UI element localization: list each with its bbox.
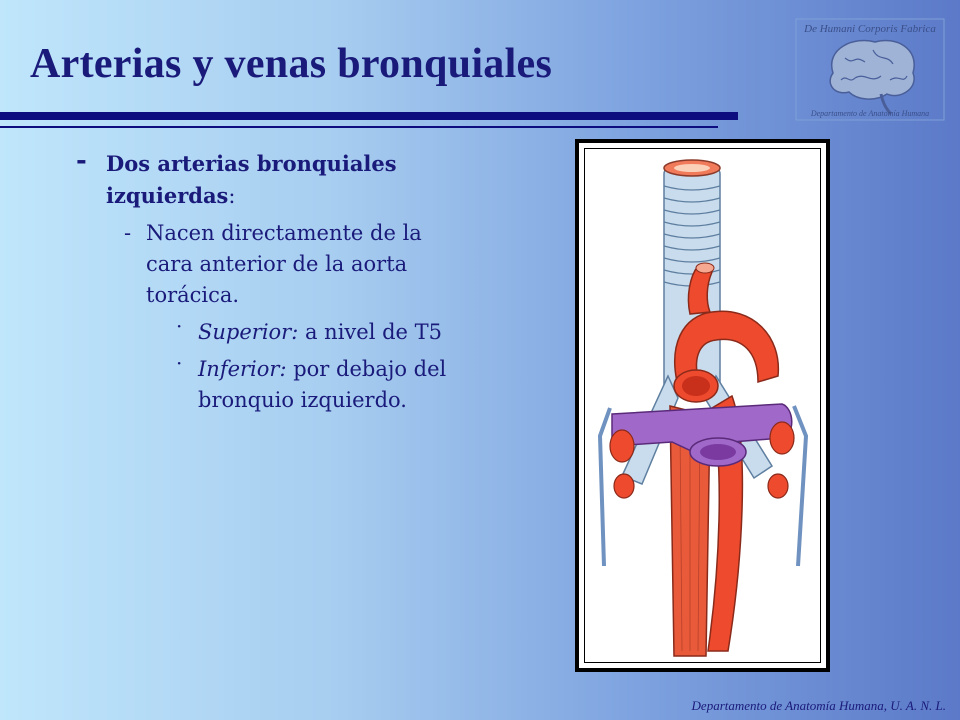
bullet-level3-inferior xyxy=(72,351,462,416)
anatomy-figure xyxy=(579,143,826,668)
bullet-level3-superior xyxy=(72,314,462,348)
title-underline-thick xyxy=(0,112,738,120)
bullet-marker: · xyxy=(176,314,183,338)
bullet-marker: · xyxy=(176,351,183,375)
bronchial-vessels-illustration xyxy=(582,146,823,665)
bullet-level3-label: Superior: xyxy=(198,320,299,344)
bullet-list xyxy=(72,148,462,416)
bullet-level2 xyxy=(72,218,462,311)
bullet-marker: - xyxy=(124,221,132,245)
bullet-level1-bold: Dos arterias bronquiales izquierdas xyxy=(106,151,397,208)
svg-text:Departamento de Anatomía Human: Departamento de Anatomía Humana xyxy=(810,109,930,118)
bullet-level3-text: a nivel de T5 xyxy=(298,320,443,344)
anatomy-figure-frame xyxy=(575,139,830,672)
bullet-level2-text: Nacen directamente de la cara anterior de la aorta torácica. xyxy=(146,221,422,307)
bullet-level1-suffix: : xyxy=(228,184,236,208)
bullet-level1 xyxy=(72,148,462,212)
department-logo xyxy=(795,18,945,121)
slide-title: Arterias y venas bronquiales xyxy=(30,41,553,87)
bullet-marker: - xyxy=(76,146,87,176)
bullet-level3-text: por debajo del bronquio izquierdo. xyxy=(198,357,447,412)
svg-text:De Humani Corporis Fabrica: De Humani Corporis Fabrica xyxy=(804,23,936,35)
bullet-level3-label: Inferior: xyxy=(198,357,287,381)
footer-credit: Departamento de Anatomía Humana, U. A. N. L. xyxy=(691,698,946,713)
title-underline-thin xyxy=(0,126,718,128)
